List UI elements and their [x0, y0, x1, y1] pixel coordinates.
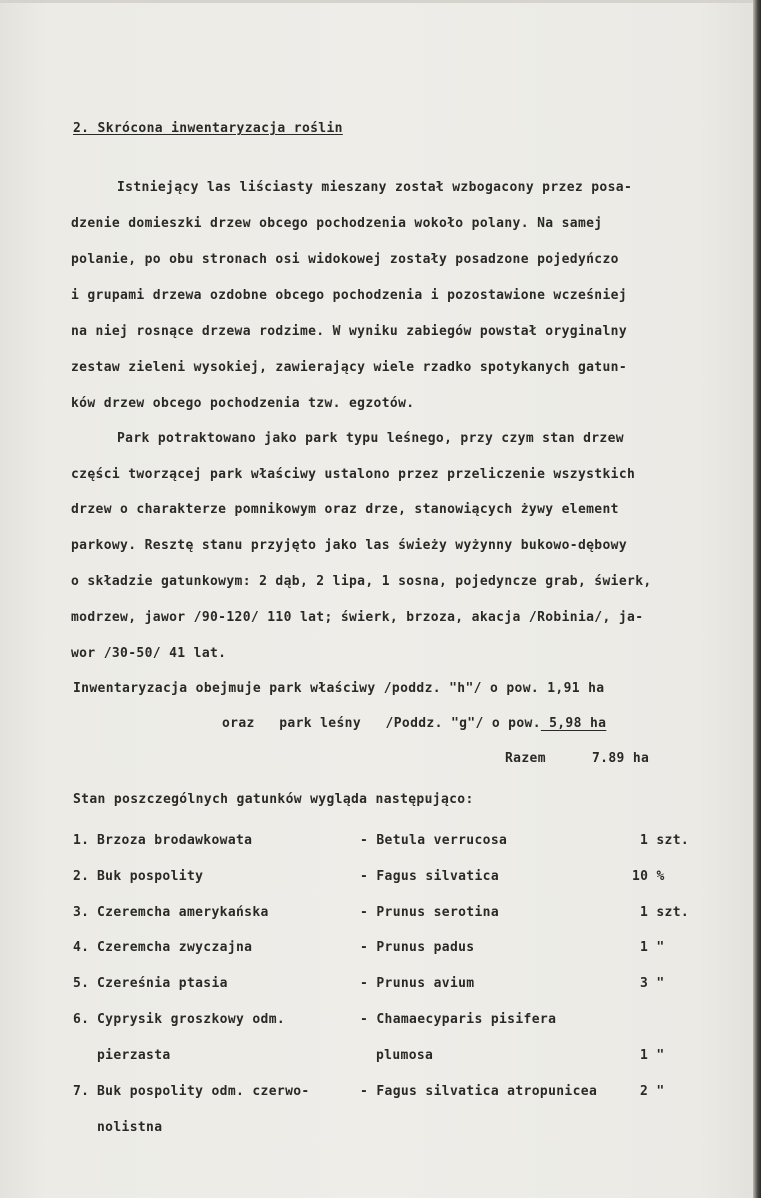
- species-intro: Stan poszczególnych gatunków wygląda następująco:: [73, 792, 474, 807]
- polish-name: Czeremcha amerykańska: [97, 905, 269, 920]
- paragraph1-line: Istniejący las liściasty mieszany został wzbogacony przez posa-: [117, 180, 633, 195]
- total-value: 7.89 ha: [592, 751, 650, 766]
- paragraph2-line: parkowy. Resztę stanu przyjęto jako las świeży wyżynny bukowo-dębowy: [71, 538, 628, 553]
- paragraph1-line: dzenie domieszki drzew obcego pochodzenia wokoło polany. Na samej: [71, 216, 603, 231]
- paragraph2-line: drzew o charakterze pomnikowym oraz drze, stanowiących żywy element: [71, 502, 619, 517]
- paragraph2-line: Park potraktowano jako park typu leśnego, przy czym stan drzew: [117, 431, 624, 446]
- total-label: Razem: [505, 751, 546, 766]
- inventory-line-2: [222, 716, 606, 732]
- quantity: 1 szt.: [640, 905, 690, 920]
- polish-name: Cyprysik groszkowy odm.: [97, 1012, 286, 1027]
- polish-name: nolistna: [97, 1120, 163, 1135]
- paragraph1-line: polanie, po obu stronach osi widokowej zostały posadzone pojedyńczo: [71, 252, 619, 267]
- paragraph1-line: na niej rosnące drzewa rodzime. W wyniku zabiegów powstał oryginalny: [71, 324, 628, 339]
- inventory-line-2-text: oraz park leśny /Poddz. "g"/ o pow.: [222, 716, 541, 731]
- paragraph2-line: modrzew, jawor /90-120/ 110 lat; świerk, brzoza, akacja /Robinia/, ja-: [71, 610, 644, 625]
- paragraph1-line: zestaw zieleni wysokiej, zawierający wiele rzadko spotykanych gatun-: [71, 360, 628, 375]
- polish-name: pierzasta: [97, 1048, 171, 1063]
- item-number: 7.: [73, 1084, 90, 1099]
- item-number: 4.: [73, 940, 90, 955]
- item-number: 5.: [73, 976, 90, 991]
- paragraph1-line: i grupami drzewa ozdobne obcego pochodzenia i pozostawione wcześniej: [71, 288, 628, 303]
- polish-name: Czereśnia ptasia: [97, 976, 228, 991]
- inventory-line: Inwentaryzacja obejmuje park właściwy /poddz. "h"/ o pow. 1,91 ha: [73, 681, 605, 696]
- page-right-edge: [753, 0, 761, 1198]
- polish-name: Brzoza brodawkowata: [97, 833, 253, 848]
- paragraph2-line: o składzie gatunkowym: 2 dąb, 2 lipa, 1 sosna, pojedyncze grab, świerk,: [71, 574, 652, 589]
- quantity: 3 ": [640, 976, 665, 991]
- latin-name: - Fagus silvatica: [360, 869, 500, 884]
- polish-name: Buk pospolity: [97, 869, 204, 884]
- quantity: 1 szt.: [640, 833, 690, 848]
- quantity: 1 ": [640, 940, 665, 955]
- item-number: 2.: [73, 869, 90, 884]
- latin-name: - Betula verrucosa: [360, 833, 508, 848]
- latin-name: - Prunus serotina: [360, 905, 500, 920]
- latin-name: - Fagus silvatica atropunicea: [360, 1084, 598, 1099]
- item-number: 6.: [73, 1012, 90, 1027]
- paragraph1-line: ków drzew obcego pochodzenia tzw. egzotów.: [71, 396, 415, 411]
- latin-name: - Prunus padus: [360, 940, 475, 955]
- latin-name: - Prunus avium: [360, 976, 475, 991]
- quantity: 2 ": [640, 1084, 665, 1099]
- polish-name: Czeremcha zwyczajna: [97, 940, 253, 955]
- section-heading: 2. Skrócona inwentaryzacja roślin: [73, 121, 343, 136]
- page-top-edge: [0, 0, 761, 3]
- quantity: 10 %: [632, 869, 665, 884]
- latin-name: - Chamaecyparis pisifera: [360, 1012, 557, 1027]
- paragraph2-line: części tworzącej park właściwy ustalono przez przeliczenie wszystkich: [71, 467, 636, 482]
- inventory-area-underlined: 5,98 ha: [540, 716, 607, 731]
- paragraph2-line: wor /30-50/ 41 lat.: [71, 646, 227, 661]
- polish-name: Buk pospolity odm. czerwo-: [97, 1084, 310, 1099]
- item-number: 1.: [73, 833, 90, 848]
- latin-name: plumosa: [376, 1048, 434, 1063]
- quantity: 1 ": [640, 1048, 665, 1063]
- item-number: 3.: [73, 905, 90, 920]
